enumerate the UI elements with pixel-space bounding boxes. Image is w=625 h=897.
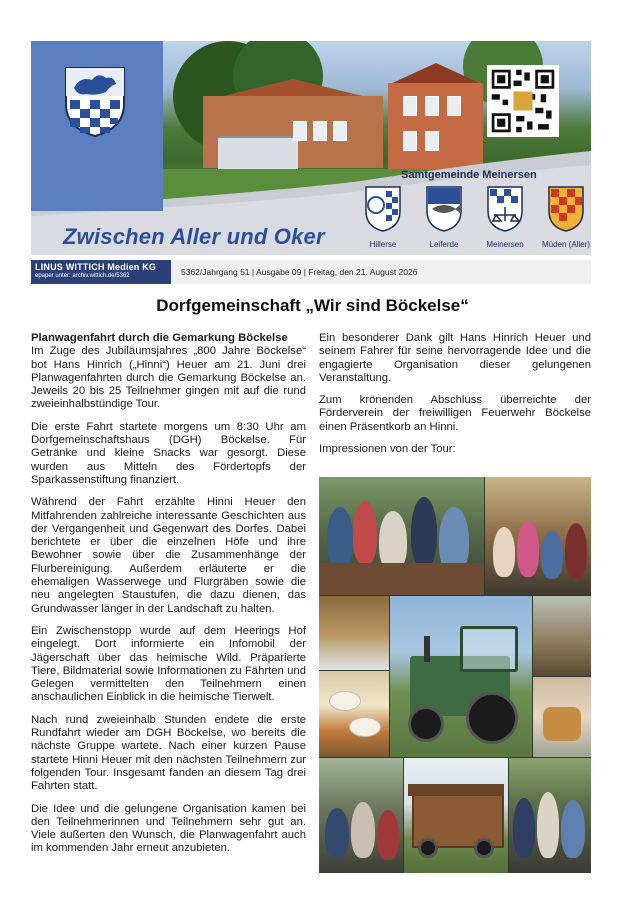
- paragraph: Zum krönenden Abschluss überreichte der Förderverein der freiwilligen Feuerwehr Böckelse einen Präsentkorb an Hinni.: [319, 394, 591, 433]
- municipality-label: Meinersen: [486, 240, 524, 249]
- municipality-label: Hillerse: [369, 240, 397, 249]
- photo-stand: [533, 596, 591, 676]
- paragraph: Die Idee und die gelungene Organisation kamen bei den Teilnehmerinnen und Teilnehmern sehr gut an. Viele äußerten den Wunsch, die Planwagenfahrt auch im kommenden Jahr erneut anzubieten.: [31, 802, 306, 855]
- publisher-box: [31, 260, 171, 284]
- qr-code-icon[interactable]: [487, 65, 559, 137]
- masthead: [31, 41, 591, 255]
- municipality-group-name: Samtgemeinde Meinersen: [401, 169, 537, 181]
- photo-snacks: [319, 671, 389, 757]
- issue-details: 5362/Jahrgang 51 | Ausgabe 09 | Freitag, den 21. August 2026: [181, 267, 418, 277]
- paragraph: Die erste Fahrt startete morgens um 8:30 Uhr am Dorfgemeinschaftshaus (DGH) Böckelse. Für Getränke und kleine Snacks war gesorgt. Diese wurden aus Mitteln des Fördertopfs der Sparkassenstiftung finanziert.: [31, 420, 306, 486]
- publisher-name: LINUS WITTICH Medien KG: [35, 262, 157, 272]
- crest-hillerse-icon: [364, 185, 402, 233]
- crest-mueden-icon: [547, 185, 585, 233]
- article-headline: Dorfgemeinschaft „Wir sind Böckelse“: [156, 296, 469, 315]
- photo-group-seated: [319, 758, 403, 873]
- municipality-label: Müden (Aller): [541, 240, 590, 249]
- issue-info-bar: [31, 260, 591, 284]
- photo-canopy: [319, 596, 389, 670]
- photo-wagon-riders: [485, 477, 591, 595]
- article-column-left: [31, 332, 306, 865]
- photo-collage: [319, 477, 591, 873]
- photo-tractor: [390, 596, 532, 757]
- paragraph: Im Zuge des Jubiläumsjahres „800 Jahre Böckelse“ bot Hans Hinrich („Hinni“) Heuer am 21. Juni drei Planwagenfahrten durch die Gemarkung Böckelse an. Jeweils 20 bis 25 Teilnehmer gingen mit auf die rund zweieinhalbstündige Tour.: [31, 345, 306, 411]
- coat-of-arms-icon: [64, 66, 126, 138]
- paragraph: Nach rund zweieinhalb Stunden endete die erste Rundfahrt wieder am DGH Böckelse, wo bereits die nächste Gruppe wartete. Nach einer kurzen Pause startete Hinni Heuer mit den nächsten Teilnehmern zur folgenden Tour. Insgesamt fanden an diesem Tag drei Fahrten statt.: [31, 713, 306, 793]
- crest-meinersen-icon: [486, 185, 524, 233]
- newspaper-title: Zwischen Aller und Oker: [63, 224, 325, 249]
- photo-group-standing: [509, 758, 591, 873]
- article-subhead: Planwagenfahrt durch die Gemarkung Böckelse: [31, 332, 288, 344]
- photo-wagon: [404, 758, 508, 873]
- article-column-right: [319, 332, 591, 465]
- photo-basket: [533, 677, 591, 757]
- paragraph: Während der Fahrt erzählte Hinni Heuer den Mitfahrenden zahlreiche interessante Geschichten aus der Vergangenheit und Gegenwart des Dorfes. Dabei berichtete er über die einzelnen Höfe und ihre Bewohner sowie über die Zusammenhänge der Flurbereinigung. Außerdem erläuterte er die ehemaligen Wasserwege und Flurgräben sowie die neu angelegten Staustufen, die dazu dienen, das Grundwasser länger in der Landschaft zu halten.: [31, 496, 306, 615]
- epaper-link[interactable]: epaper unter: archiv.wittich.de/5362: [35, 273, 130, 279]
- photo-group-tent: [319, 477, 484, 595]
- paragraph: Impressionen von der Tour:: [319, 443, 456, 456]
- municipality-label: Leiferde: [429, 240, 459, 249]
- crest-leiferde-icon: [425, 185, 463, 233]
- paragraph: Ein Zwischenstopp wurde auf dem Heerings Hof eingelegt. Dort informierte ein Infomobil der Jägerschaft über das heimische Wild. Präparierte Tiere, Bildmaterial sowie Informationen zu Fährten und Gelegen vermittelten den Teilnehmern einen anschaulichen Einblick in die heimische Tierwelt.: [31, 624, 306, 704]
- paragraph: Ein besonderer Dank gilt Hans Hinrich Heuer und seinem Fahrer für seine hervorragende Idee und die engagierte Organisation dieser gelungenen Veranstaltung.: [319, 332, 591, 384]
